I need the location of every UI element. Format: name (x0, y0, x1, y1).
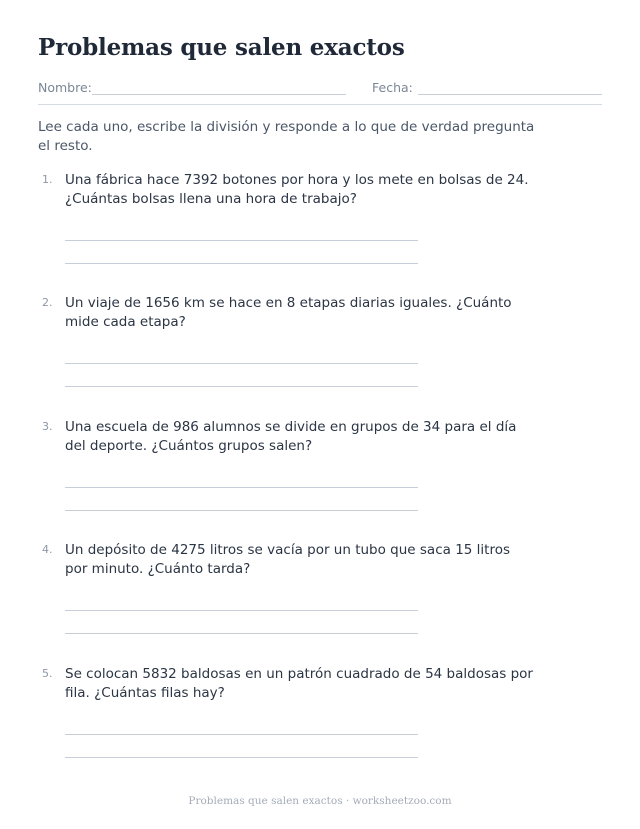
problem-text: Un depósito de 4275 litros se vacía por un tubo que saca 15 litros por minuto. ¿Cuánto tarda? (65, 542, 511, 577)
page-title: Problemas que salen exactos (38, 34, 405, 61)
problem-text: Una fábrica hace 7392 botones por hora y los mete en bolsas de 24. ¿Cuántas bolsas llena una hora de trabajo? (65, 172, 529, 207)
instructions: Lee cada uno, escribe la división y responde a lo que de verdad pregunta el resto. (38, 119, 535, 154)
answer-line-1[interactable] (65, 734, 418, 735)
problem-number: 2. (42, 296, 53, 309)
date-field[interactable] (418, 94, 602, 95)
problem-number: 4. (42, 543, 53, 556)
answer-line-2[interactable] (65, 510, 418, 511)
answer-line-2[interactable] (65, 633, 418, 634)
date-label: Fecha: (372, 80, 413, 95)
page-footer: Problemas que salen exactos · worksheetzoo.com (188, 795, 452, 807)
problem-text: Se colocan 5832 baldosas en un patrón cuadrado de 54 baldosas por fila. ¿Cuántas filas hay? (65, 666, 533, 701)
problem-text: Una escuela de 986 alumnos se divide en grupos de 34 para el día del deporte. ¿Cuántos grupos salen? (65, 419, 517, 454)
name-field[interactable] (92, 94, 346, 95)
answer-line-2[interactable] (65, 757, 418, 758)
header-divider (38, 104, 602, 105)
problem-number: 1. (42, 173, 53, 186)
answer-line-2[interactable] (65, 386, 418, 387)
name-label: Nombre: (38, 80, 92, 95)
answer-line-1[interactable] (65, 487, 418, 488)
answer-line-1[interactable] (65, 240, 418, 241)
answer-line-1[interactable] (65, 610, 418, 611)
header-fields (38, 80, 602, 100)
problem-number: 5. (42, 667, 53, 680)
problem-text: Un viaje de 1656 km se hace en 8 etapas diarias iguales. ¿Cuánto mide cada etapa? (65, 295, 512, 330)
problem-number: 3. (42, 420, 53, 433)
answer-line-2[interactable] (65, 263, 418, 264)
answer-line-1[interactable] (65, 363, 418, 364)
